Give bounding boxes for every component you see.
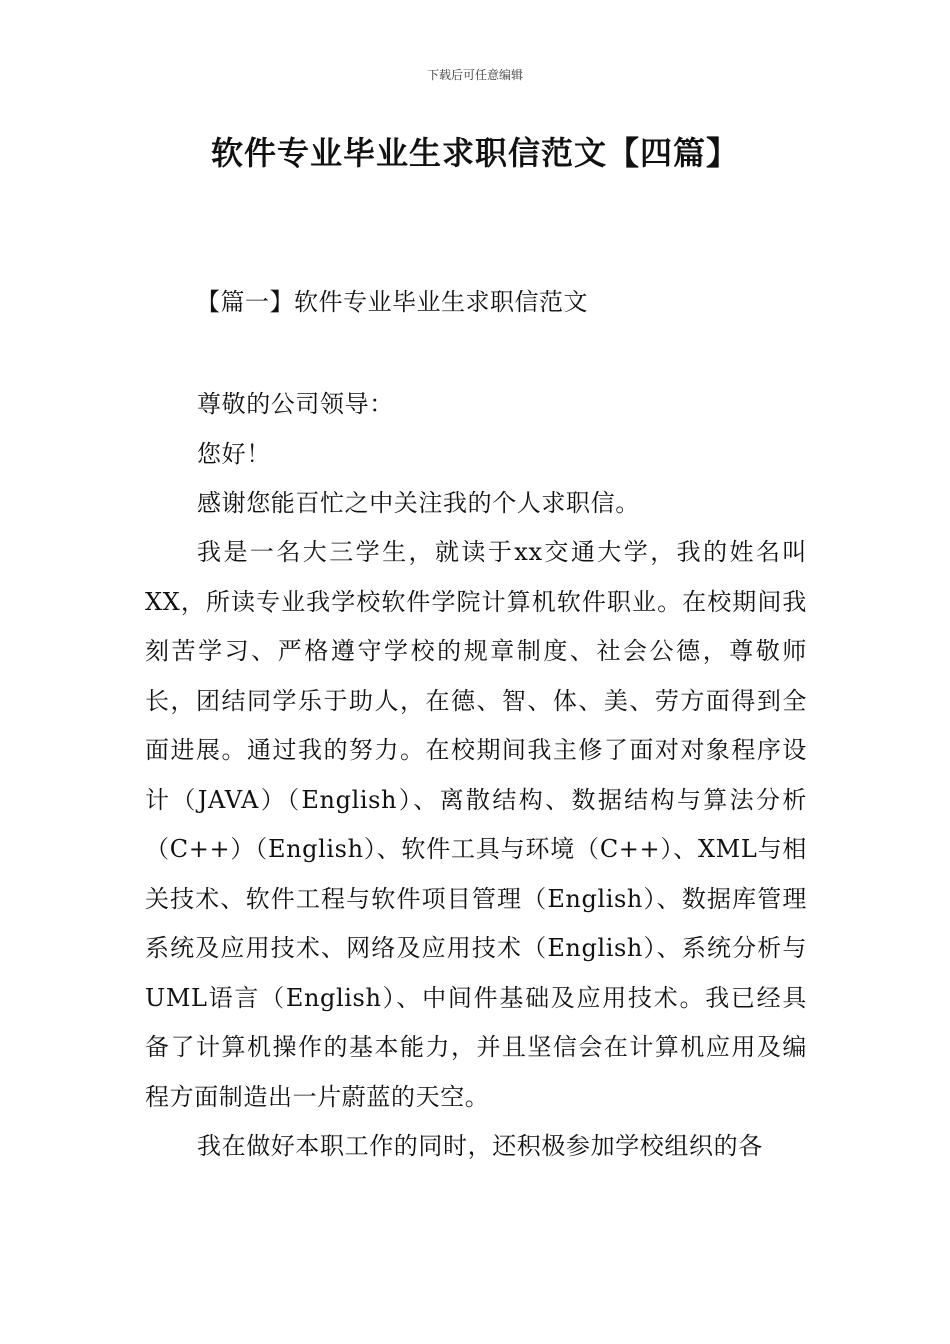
header-note: 下载后可任意编辑 [426,68,523,82]
paragraph-introduction: 我是一名大三学生，就读于xx交通大学，我的姓名叫XX，所读专业我学校软件学院计算机软件职业。在校期间我刻苦学习、严格遵守学校的规章制度、社会公德，尊敬师长，团结同学乐于助人，在德、智、体、美、劳方面得到全面进展。通过我的努力。在校期间我主修了面对对象程序设计（JAVA）（English）、离散结构、数据结构与算法分析（C++）（English）、软件工具与环境（C++）、XML与相关技术、软件工程与软件项目管理（English）、数据库管理系统及应用技术、网络及应用技术（English）、系统分析与UML语言（English）、中间件基础及应用技术。我已经具备了计算机操作的基本能力，并且坚信会在计算机应用及编程方面制造出一片蔚蓝的天空。 [145,538,807,1111]
letter-opening [145,380,807,529]
paragraph-activities: 我在做好本职工作的同时，还积极参加学校组织的各 [197,1132,763,1160]
salutation: 尊敬的公司领导： [197,390,394,418]
document-title: 软件专业毕业生求职信范文【四篇】 [210,134,739,172]
paragraph-thanks: 感谢您能百忙之中关注我的个人求职信。 [197,489,640,517]
greeting: 您好！ [197,439,271,468]
letter-body [145,528,807,1172]
section-heading: 【篇一】软件专业毕业生求职信范文 [196,288,588,316]
